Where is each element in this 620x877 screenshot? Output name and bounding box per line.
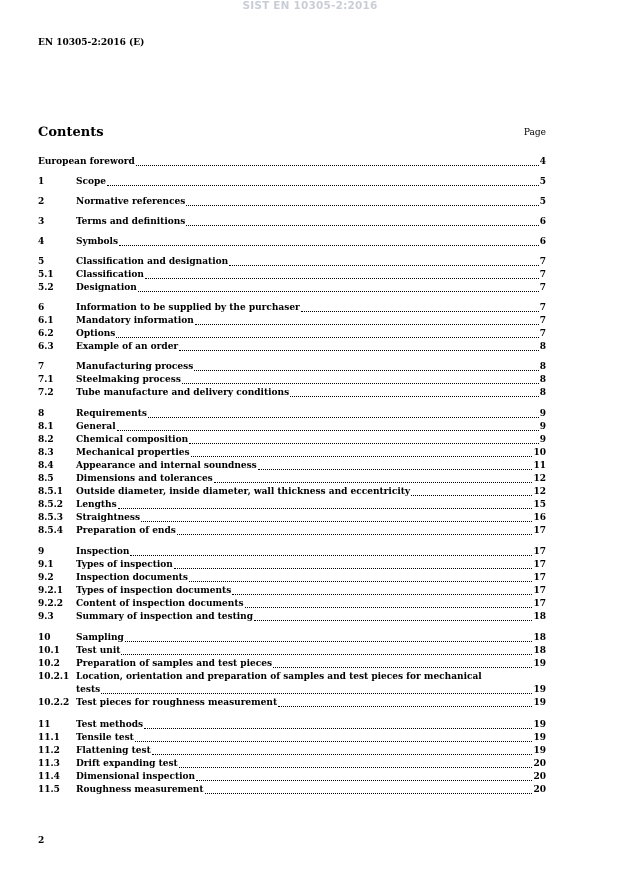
toc-entry-page: 5 [539,197,546,207]
toc-entry-number: 7 [38,362,45,372]
dot-leader [121,645,532,655]
dot-leader [125,632,533,642]
dot-leader [186,216,538,226]
toc-entry[interactable] [38,282,546,295]
toc-entry[interactable] [38,645,546,658]
toc-entry-page: 12 [533,487,546,497]
toc-entry[interactable] [38,745,546,758]
toc-entry-number: 10.1 [38,646,60,656]
dot-leader [119,236,539,246]
toc-entry-title: Dimensional inspection [76,772,196,782]
toc-entry[interactable] [38,611,546,624]
page-column-label: Page [523,128,546,138]
toc-entry-title: Test pieces for roughness measurement [76,698,278,708]
toc-entry-title: Types of inspection documents [76,586,232,596]
toc-entry-title: General [76,422,116,432]
toc-entry-number: 10.2.2 [38,698,70,708]
dot-leader [152,745,533,755]
toc-entry[interactable] [38,546,546,559]
toc-entry-page: 8 [539,342,546,352]
toc-entry[interactable] [38,156,546,169]
toc-entry-page: 10 [533,448,546,458]
toc-entry[interactable] [38,585,546,598]
toc-entry[interactable] [38,598,546,611]
toc-entry-number: 10.2.1 [38,672,70,682]
toc-entry[interactable] [38,196,546,209]
toc-entry-title: Designation [76,283,137,293]
toc-entry-page: 8 [539,375,546,385]
contents-heading: Contents [38,125,104,140]
dot-leader [118,499,533,509]
toc-entry[interactable] [38,302,546,315]
toc-entry-number: 9.2.1 [38,586,64,596]
toc-entry-number: 11.5 [38,785,60,795]
toc-entry[interactable] [38,269,546,282]
toc-entry-title: Appearance and internal soundness [76,461,257,471]
toc-entry-title: Content of inspection documents [76,599,244,609]
toc-entry-title: Classification and designation [76,257,229,267]
toc-entry-page: 20 [533,759,546,769]
toc-entry-page: 9 [539,435,546,445]
toc-entry[interactable] [38,361,546,374]
toc-entry-page: 6 [539,217,546,227]
toc-entry-page: 4 [539,157,546,167]
toc-entry-page: 9 [539,422,546,432]
toc-entry-title: Summary of inspection and testing [76,612,253,622]
dot-leader [214,473,533,483]
toc-entry-number: 8.1 [38,422,54,432]
toc-entry-title: Normative references [76,197,186,207]
toc-entry-page: 17 [533,586,546,596]
toc-entry[interactable] [38,216,546,229]
toc-entry-number: 8.3 [38,448,54,458]
toc-entry-page: 7 [539,283,546,293]
toc-entry[interactable] [38,374,546,387]
toc-entry-number: 8.5.2 [38,500,64,510]
toc-entry-number: 4 [38,237,45,247]
dot-leader [254,611,532,621]
toc-entry[interactable] [38,460,546,473]
dot-leader [205,784,533,794]
dot-leader [144,719,532,729]
dot-leader [186,196,538,206]
toc-entry[interactable] [38,512,546,525]
dot-leader [411,486,532,496]
toc-entry-number: 5.1 [38,270,54,280]
dot-leader [117,421,539,431]
toc-entry[interactable] [38,176,546,189]
toc-entry-page: 19 [533,659,546,669]
toc-entry[interactable] [38,387,546,400]
toc-entry-title: Scope [76,177,107,187]
dot-leader [141,512,532,522]
toc-entry-title: Test methods [76,720,144,730]
toc-entry-title: Test unit [76,646,121,656]
toc-entry[interactable] [38,732,546,745]
dot-leader [273,658,532,668]
toc-entry-number: 10 [38,633,51,643]
toc-entry-number: 11.2 [38,746,60,756]
toc-entry[interactable] [38,572,546,585]
toc-entry-number: 7.2 [38,388,54,398]
toc-entry-number: 8.5.1 [38,487,64,497]
toc-entry-number: 6 [38,303,45,313]
toc-entry-page: 12 [533,474,546,484]
watermark: SIST EN 10305-2:2016 [242,0,378,12]
toc-entry-page: 18 [533,633,546,643]
toc-entry[interactable] [38,473,546,486]
toc-entry-title: Classification [76,270,144,280]
dot-leader [148,408,539,418]
toc-entry-number: 11.1 [38,733,60,743]
toc-entry-title: Chemical composition [76,435,189,445]
toc-entry[interactable] [38,434,546,447]
toc-entry-title: Flattening test [76,746,151,756]
toc-entry-title: Example of an order [76,342,179,352]
toc-entry[interactable] [38,684,546,697]
toc-entry-page: 18 [533,646,546,656]
toc-entry-page: 17 [533,526,546,536]
toc-entry-number: 5.2 [38,283,54,293]
toc-entry[interactable] [38,421,546,434]
toc-entry[interactable] [38,525,546,538]
toc-entry[interactable] [38,486,546,499]
toc-entry-page: 17 [533,599,546,609]
toc-entry-number: 11 [38,720,51,730]
toc-entry-page: 15 [533,500,546,510]
dot-leader [182,374,539,384]
toc-entry-number: 8.5.3 [38,513,64,523]
toc-entry[interactable] [38,784,546,797]
toc-entry-number: 9.1 [38,560,54,570]
toc-entry-title: Types of inspection [76,560,173,570]
dot-leader [195,315,539,325]
toc-entry[interactable] [38,771,546,784]
toc-entry[interactable] [38,559,546,572]
dot-leader [179,341,539,351]
toc-entry-page: 7 [539,303,546,313]
toc-entry-number: 8.5.4 [38,526,64,536]
toc-entry-page: 9 [539,409,546,419]
toc-entry-title: Tube manufacture and delivery conditions [76,388,290,398]
dot-leader [194,361,538,371]
toc-entry-number: 6.1 [38,316,54,326]
toc-entry-number: 8 [38,409,45,419]
toc-entry-title: Straightness [76,513,141,523]
toc-entry-title: Sampling [76,633,124,643]
toc-entry-title: Dimensions and tolerances [76,474,213,484]
dot-leader [136,156,539,166]
toc-entry-number: 8.4 [38,461,54,471]
toc-entry-title: Information to be supplied by the purchaser [76,303,300,313]
dot-leader [258,460,533,470]
toc-entry-number: 5 [38,257,45,267]
toc-entry-number: 6.3 [38,342,54,352]
toc-entry-title: Terms and definitions [76,217,186,227]
toc-entry-number: 10.2 [38,659,60,669]
toc-entry[interactable] [38,499,546,512]
toc-entry-title: Requirements [76,409,147,419]
toc-entry[interactable] [38,658,546,671]
toc-entry-page: 7 [539,329,546,339]
toc-entry-number: 7.1 [38,375,54,385]
toc-entry-title: Outside diameter, inside diameter, wall thickness and eccentricity [76,487,411,497]
toc-entry-page: 19 [533,685,546,695]
toc-entry-page: 5 [539,177,546,187]
toc-entry[interactable] [38,447,546,460]
toc-entry-title: Symbols [76,237,119,247]
toc-entry-page: 8 [539,362,546,372]
toc-entry-page: 7 [539,316,546,326]
dot-leader [191,447,533,457]
toc-entry-title: Mechanical properties [76,448,190,458]
toc-entry[interactable] [38,632,546,645]
toc-entry-page: 6 [539,237,546,247]
dot-leader [278,697,532,707]
dot-leader [245,598,533,608]
toc-entry-number: 9.2 [38,573,54,583]
toc-entry-page: 8 [539,388,546,398]
toc-entry-page: 19 [533,698,546,708]
dot-leader [196,771,532,781]
dot-leader [189,572,533,582]
toc-entry-number: 11.3 [38,759,60,769]
toc-entry[interactable] [38,719,546,732]
toc-entry-title: Roughness measurement [76,785,204,795]
dot-leader [179,758,533,768]
toc-entry-page: 20 [533,785,546,795]
toc-entry[interactable] [38,697,546,710]
toc-entry-title: Drift expanding test [76,759,178,769]
toc-entry-title: Inspection [76,547,130,557]
toc-entry-title: Preparation of samples and test pieces [76,659,273,669]
toc-entry-page: 11 [533,461,546,471]
dot-leader [101,684,532,694]
dot-leader [290,387,539,397]
dot-leader [232,585,532,595]
toc-entry-page: 20 [533,772,546,782]
toc-entry-number: 8.5 [38,474,54,484]
toc-entry-page: 18 [533,612,546,622]
toc-entry-title: Inspection documents [76,573,188,583]
toc-entry[interactable] [38,341,546,354]
toc-entry-title: European foreword [38,157,135,167]
toc-entry-title: Preparation of ends [76,526,176,536]
toc-entry[interactable] [38,315,546,328]
page-number: 2 [38,836,45,846]
toc-entry-title: Mandatory information [76,316,194,326]
toc-entry-number: 9 [38,547,45,557]
dot-leader [189,434,539,444]
document-id: EN 10305-2:2016 (E) [38,38,145,48]
toc-entry[interactable] [38,236,546,249]
toc-entry-number: 2 [38,197,45,207]
toc-entry-title: Options [76,329,116,339]
toc-entry-number: 6.2 [38,329,54,339]
toc-entry-page: 19 [533,746,546,756]
dot-leader [135,732,533,742]
toc-entry-title: Lengths [76,500,117,510]
dot-leader [116,328,538,338]
toc-entry-page: 19 [533,720,546,730]
toc-entry-number: 1 [38,177,45,187]
toc-entry-title: Tensile test [76,733,134,743]
toc-entry-number: 3 [38,217,45,227]
toc-entry-title: Location, orientation and preparation of samples and test pieces for mechanical [76,672,482,682]
dot-leader [107,176,539,186]
toc-entry-number: 8.2 [38,435,54,445]
toc-entry-page: 17 [533,573,546,583]
dot-leader [177,525,533,535]
dot-leader [229,256,539,266]
toc-entry[interactable] [38,408,546,421]
toc-entry-title: Manufacturing process [76,362,194,372]
dot-leader [174,559,533,569]
dot-leader [301,302,539,312]
toc-entry-title: Steelmaking process [76,375,181,385]
toc-entry-number: 9.2.2 [38,599,64,609]
toc-entry[interactable] [38,328,546,341]
toc-entry-number: 9.3 [38,612,54,622]
toc-entry-title: tests [76,685,101,695]
toc-entry[interactable] [38,256,546,269]
toc-entry-page: 7 [539,257,546,267]
toc-entry-page: 16 [533,513,546,523]
toc-entry-page: 17 [533,560,546,570]
toc-entry-number: 11.4 [38,772,60,782]
toc-entry[interactable] [38,671,546,684]
toc-entry-page: 17 [533,547,546,557]
toc-entry-page: 19 [533,733,546,743]
dot-leader [130,546,532,556]
dot-leader [145,269,539,279]
dot-leader [138,282,539,292]
toc-entry[interactable] [38,758,546,771]
toc-entry-page: 7 [539,270,546,280]
